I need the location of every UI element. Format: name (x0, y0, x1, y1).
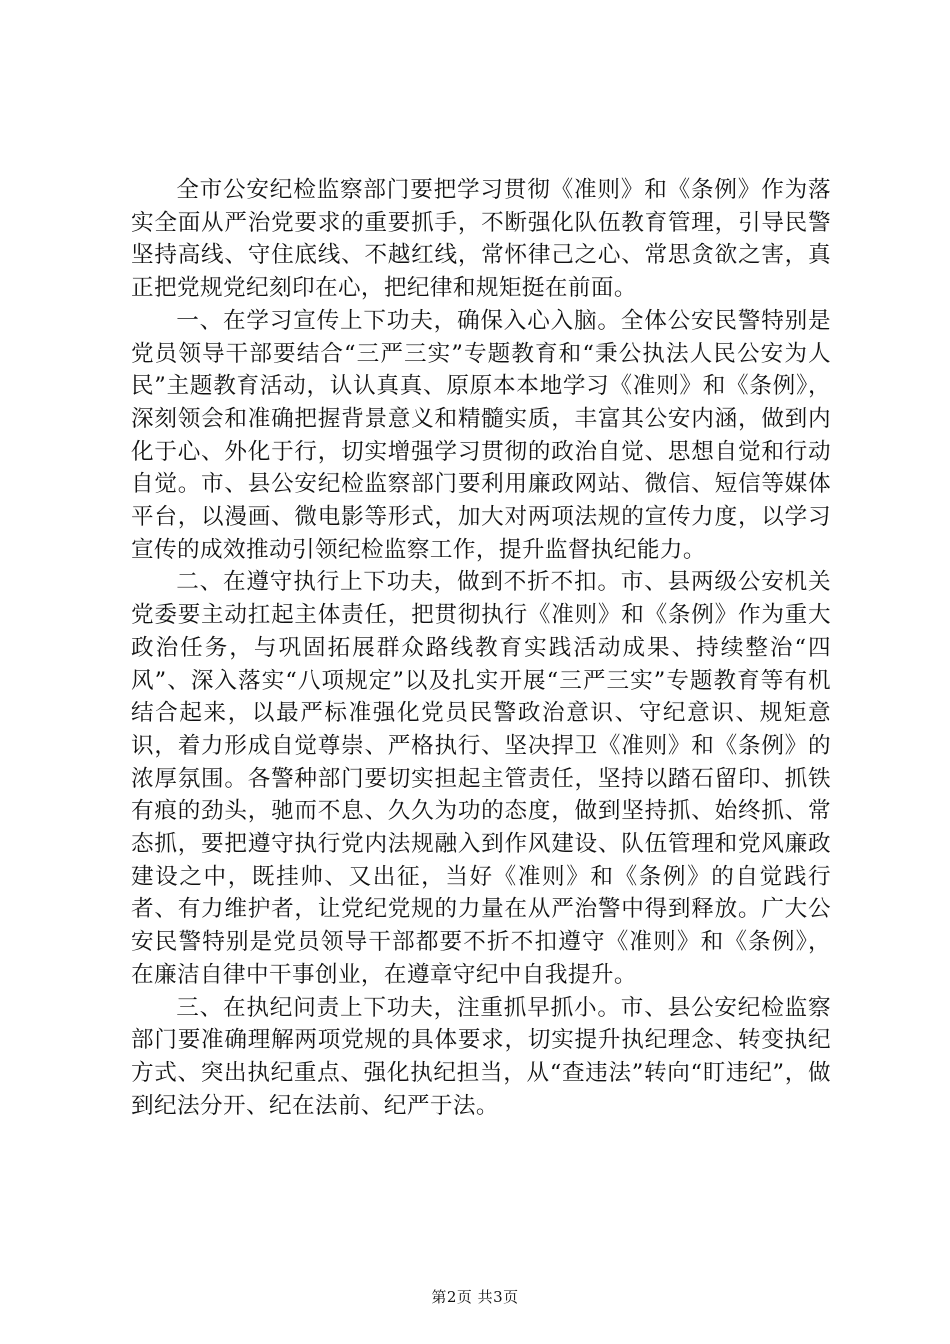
document-body (131, 174, 831, 1122)
paragraph-intro: 全市公安纪检监察部门要把学习贯彻《准则》和《条例》作为落实全面从严治党要求的重要抓手，不断强化队伍教育管理，引导民警坚持高线、守住底线、不越红线，常怀律己之心、常思贪欲之害，真正把党规党纪刻印在心，把纪律和规矩挺在前面。 (131, 177, 831, 302)
paragraph-section-3: 三、在执纪问责上下功夫，注重抓早抓小。市、县公安纪检监察部门要准确理解两项党规的具体要求，切实提升执纪理念、转变执纪方式、突出执纪重点、强化执纪担当，从“查违法”转向“盯违纪”，做到纪法分开、纪在法前、纪严于法。 (131, 994, 831, 1119)
paragraph-section-1: 一、在学习宣传上下功夫，确保入心入脑。全体公安民警特别是党员领导干部要结合“三严三实”专题教育和“秉公执法人民公安为人民”主题教育活动，认认真真、原原本本地学习《准则》和《条例》，深刻领会和准确把握背景意义和精髓实质，丰富其公安内涵，做到内化于心、外化于行，切实增强学习贯彻的政治自觉、思想自觉和行动自觉。市、县公安纪检监察部门要利用廉政网站、微信、短信等媒体平台，以漫画、微电影等形式，加大对两项法规的宣传力度，以学习宣传的成效推动引领纪检监察工作，提升监督执纪能力。 (131, 307, 831, 563)
page-number-footer: 第2页 共3页 (431, 1288, 519, 1306)
paragraph-section-2: 二、在遵守执行上下功夫，做到不折不扣。市、县两级公安机关党委要主动扛起主体责任，把贯彻执行《准则》和《条例》作为重大政治任务，与巩固拓展群众路线教育实践活动成果、持续整治“四风”、深入落实“八项规定”以及扎实开展“三严三实”专题教育等有机结合起来，以最严标准强化党员民警政治意识、守纪意识、规矩意识，着力形成自觉尊崇、严格执行、坚决捍卫《准则》和《条例》的浓厚氛围。各警种部门要切实担起主管责任，坚持以踏石留印、抓铁有痕的劲头，驰而不息、久久为功的态度，做到坚持抓、始终抓、常态抓，要把遵守执行党内法规融入到作风建设、队伍管理和党风廉政建设之中，既挂帅、又出征，当好《准则》和《条例》的自觉践行者、有力维护者，让党纪党规的力量在从严治警中得到释放。广大公安民警特别是党员领导干部都要不折不扣遵守《准则》和《条例》，在廉洁自律中干事创业，在遵章守纪中自我提升。 (131, 569, 831, 988)
